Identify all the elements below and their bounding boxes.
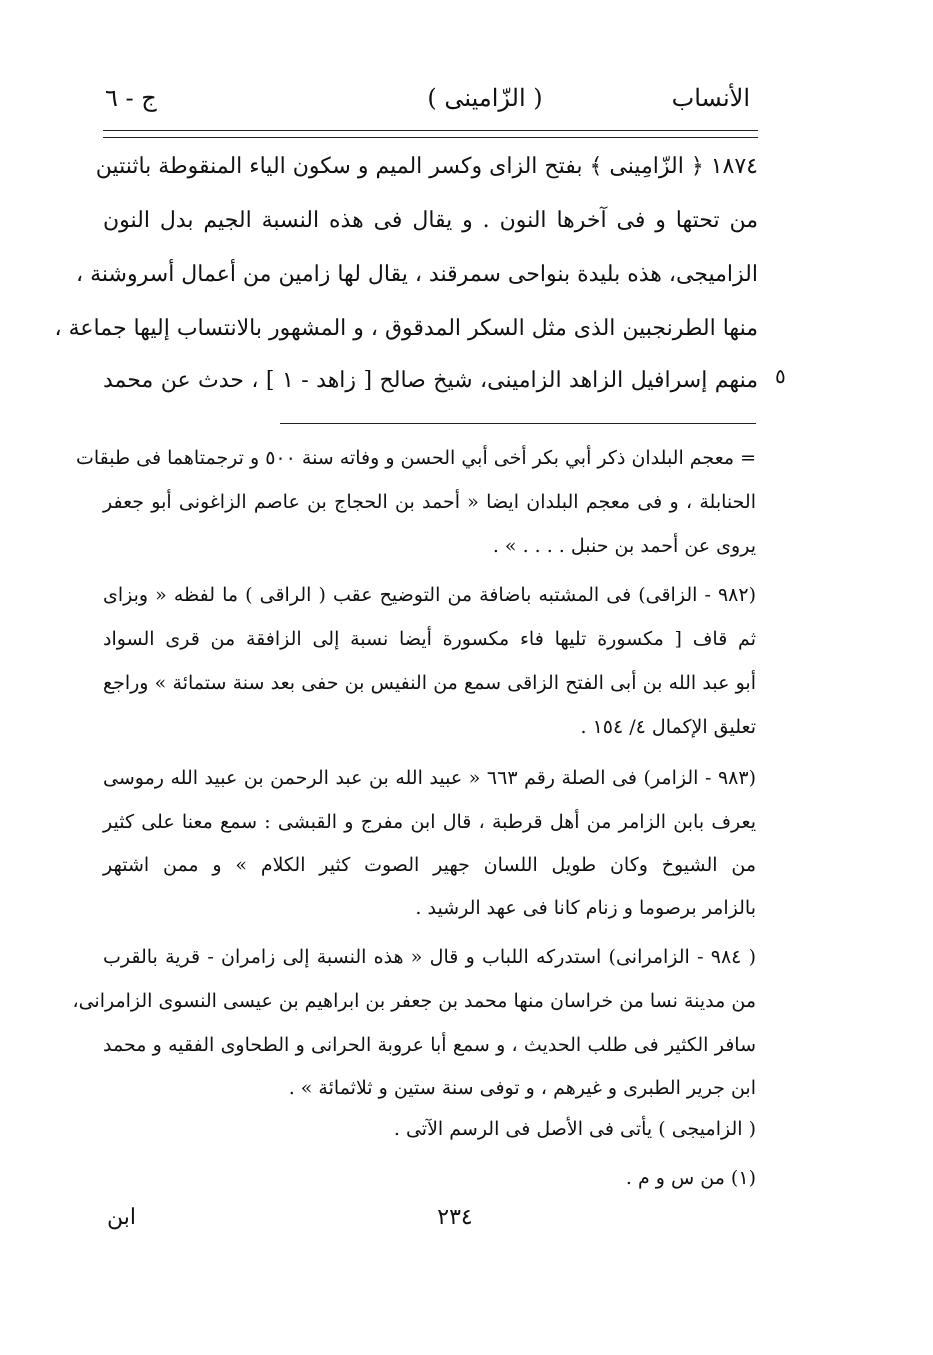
footnote-line: يروى عن أحمد بن حنبل . . . . » . [492,535,756,557]
footnote-line: تعليق الإكمال ٤/ ١٥٤ . [580,716,756,738]
footnote-line: يعرف بابن الزامر من أهل قرطبة ، قال ابن مفرج و القبشى : سمع معنا على كثير [103,811,756,833]
footnote-line: ابن جرير الطبرى و غيرهم ، و توفى سنة ستين و ثلاثمائة » . [288,1077,756,1099]
footnote-line: سافر الكثير فى طلب الحديث ، و سمع أبا عروبة الحرانى و الطحاوى الفقيه و محمد [103,1034,756,1056]
main-text-line: من تحتها و فى آخرها النون . و يقال فى هذه النسبة الجيم بدل النون [103,208,758,233]
footnote-line: بالزامر برصوما و زنام كانا فى عهد الرشيد . [415,897,756,919]
main-text-line: منهم إسرافيل الزاهد الزامينى، شيخ صالح [ زاهد - ١ ] ، حدث عن محمد [103,368,758,393]
running-header-book-title: الأنساب [671,84,750,112]
footnote-line: (١) من س و م . [625,1167,756,1189]
footnote-line: أبو عبد الله بن أبى الفتح الزاقى سمع من النفيس بن حفى بعد سنة ستمائة » وراجع [103,672,756,694]
footnote-line: ( الزاميجى ) يأتى فى الأصل فى الرسم الآتى . [393,1118,756,1140]
footnote-line: (٩٨٣ - الزامر) فى الصلة رقم ٦٦٣ « عبيد الله بن عبد الرحمن بن عبيد الله رموسى [103,767,756,789]
page-number: ٢٣٤ [437,1205,473,1230]
line-number-marker: ٥ [775,364,786,388]
main-text-line: منها الطرنجبين الذى مثل السكر المدقوق ، و المشهور بالانتساب إليها جماعة ، [54,316,758,341]
footnote-line: من مدينة نسا من خراسان منها محمد بن جعفر بن ابراهيم بن عيسى النسوى الزامرانى، [72,990,756,1012]
footnote-line: من الشيوخ وكان طويل اللسان جهير الصوت كثير الكلام » و ممن اشتهر [103,854,756,876]
running-header-entry-title: ( الزّامينى ) [427,84,543,112]
main-text-line: الزاميجى، هذه بليدة بنواحى سمرقند ، يقال لها زامين من أعمال أسروشنة ، [76,262,758,287]
footnote-line: ثم قاف [ مكسورة تليها فاء مكسورة أيضا نسبة إلى الزافقة من قرى السواد [103,628,756,650]
header-rule-top [103,130,758,131]
footnote-line: (٩٨٢ - الزاقى) فى المشتبه باضافة من التوضيح عقب ( الراقى ) ما لفظه « وبزاى [103,584,756,606]
header-rule-bottom [103,137,758,138]
catchword: ابن [107,1205,136,1230]
footnote-separator-rule [280,423,756,424]
footnote-line: ( ٩٨٤ - الزامرانى) استدركه اللباب و قال « هذه النسبة إلى زامران - قرية بالقرب [103,946,757,968]
main-text-line: ١٨٧٤ ﴿ الزّامِينى ﴾ بفتح الزاى وكسر الميم و سكون الياء المنقوطة باثنتين [95,154,758,179]
running-header-volume: ج - ٦ [105,84,157,112]
footnote-line: = معجم البلدان ذكر أبي بكر أخى أبي الحسن و وفاته سنة ٥٠٠ و ترجمتاهما فى طبقات [76,447,756,469]
footnote-line: الحنابلة ، و فى معجم البلدان ايضا « أحمد بن الحجاج بن عاصم الزاغونى أبو جعفر [103,491,756,513]
